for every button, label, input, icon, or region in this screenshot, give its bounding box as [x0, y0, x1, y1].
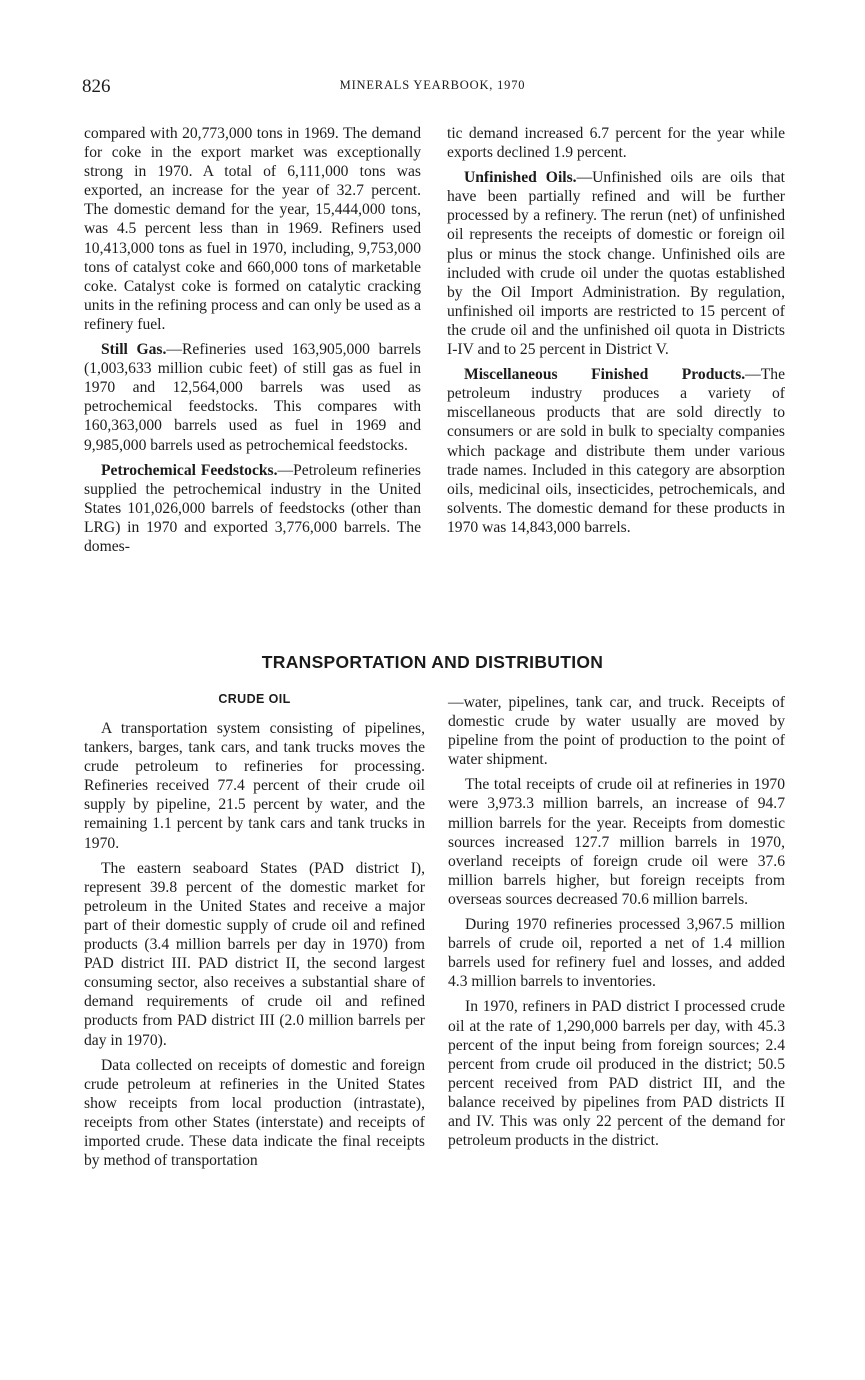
- paragraph: [447, 365, 785, 537]
- paragraph: During 1970 refineries processed 3,967.5 million barrels of crude oil, reported a net of 1.4 million barrels used for refinery fuel and losses, and added 4.3 million barrels to inventories.: [448, 916, 785, 991]
- top-right-column: [447, 124, 785, 543]
- paragraph: [84, 461, 421, 556]
- paragraph: [447, 124, 785, 162]
- page-number: 826: [82, 76, 111, 97]
- paragraph: In 1970, refiners in PAD district I processed crude oil at the rate of 1,290,000 barrels per day, with 45.3 percent of the input being from foreign sources; 2.4 percent from crude oil produced in the district; 50.5 percent received from PAD district III, and the balance received by pipelines from PAD districts II and IV. This was only 22 percent of the demand for petroleum products in the district.: [448, 998, 785, 1150]
- paragraph-run-in-heading: Unfinished Oils.: [464, 169, 577, 187]
- paragraph: Data collected on receipts of domestic and foreign crude petroleum at refineries in the United States show receipts from local production (intrastate), receipts from other States (interstate) and receipts of imported crude. These data indicate the final receipts by method of transportation: [84, 1056, 425, 1170]
- paragraph: [84, 124, 421, 334]
- top-left-column: [84, 124, 421, 562]
- paragraph-text: tic demand increased 6.7 percent for the year while exports declined 1.9 percent.: [447, 125, 785, 162]
- paragraph-run-in-heading: Still Gas.: [101, 341, 167, 359]
- bottom-right-column: [448, 693, 785, 1156]
- paragraph: A transportation system consisting of pipelines, tankers, barges, tank cars, and tank trucks moves the crude petroleum to refineries for processing. Refineries received 77.4 percent of their crude oil supply by pipeline, 21.5 percent by water, and the remaining 1.1 percent by tank cars and tank trucks in 1970.: [84, 720, 425, 852]
- paragraph-text: —Refineries used 163,905,000 barrels (1,003,633 million cubic feet) of still gas as fuel in 1970 and 12,564,000 barrels was used as petrochemical feedstocks. This compares with 160,363,000 barrels used as fuel in 1969 and 9,985,000 barrels used as petrochemical feedstocks.: [84, 341, 421, 454]
- section-heading: TRANSPORTATION AND DISTRIBUTION: [261, 652, 604, 672]
- paragraph: The total receipts of crude oil at refineries in 1970 were 3,973.3 million barrels, an increase of 94.7 million barrels for the year. Receipts from domestic sources increased 127.7 million barrels in 1970, overland receipts of foreign crude oil were 37.6 million barrels higher, but foreign receipts from overseas sources decreased 70.6 million barrels.: [448, 776, 785, 908]
- paragraph-text: compared with 20,773,000 tons in 1969. The demand for coke in the export market was exceptionally strong in 1970. A total of 6,111,000 tons was exported, an increase for the year of 32.7 percent. The domestic demand for the year, 15,444,000 tons, was 4.5 percent less than in 1969. Refiners used 10,413,000 tons as fuel in 1970, including, 9,753,000 tons of catalyst coke and 660,000 tons of marketable coke. Catalyst coke is formed on catalytic cracking units in the refining process and can only be used as a refinery fuel.: [84, 125, 421, 333]
- subsection-heading: CRUDE OIL: [218, 692, 291, 706]
- paragraph: —water, pipelines, tank car, and truck. Receipts of domestic crude by water usually are moved by pipeline from the point of production to the point of water shipment.: [448, 694, 785, 769]
- paragraph-run-in-heading: Petrochemical Feedstocks.: [101, 461, 278, 479]
- paragraph-run-in-heading: Miscellaneous Finished Products.: [464, 366, 746, 384]
- paragraph-text: —Unfinished oils are oils that have been partially refined and will be further processed by a refinery. The rerun (net) of unfinished oil represents the receipts of domestic or foreign oil plus or minus the stock change. Unfinished oils are included with crude oil under the quotas established by the Oil Import Administration. By regulation, unfinished oil imports are restricted to 15 percent of the crude oil and the unfinished oil quota in Districts I-IV and to 25 percent in District V.: [447, 169, 785, 359]
- paragraph-text: —The petroleum industry produces a variety of miscellaneous products that are sold directly to consumers or are sold in bulk to specialty companies which package and distribute them under various trade names. Included in this category are absorption oils, medicinal oils, insecticides, petrochemicals, and solvents. The domestic demand for these products in 1970 was 14,843,000 barrels.: [447, 366, 785, 536]
- bottom-left-column: [84, 719, 425, 1176]
- paragraph-text: —Petroleum refineries supplied the petrochemical industry in the United States 101,026,000 barrels of feedstocks (other than LRG) in 1970 and exported 3,776,000 barrels. The domes-: [84, 461, 421, 555]
- paragraph: The eastern seaboard States (PAD district I), represent 39.8 percent of the domestic market for petroleum in the United States and receive a major part of their domestic supply of crude oil and refined products (3.4 million barrels per day in 1970) from PAD district III. PAD district II, the second largest consuming sector, also receives a substantial share of demand requirements of crude oil and refined products from PAD district III (2.0 million barrels per day in 1970).: [84, 859, 425, 1049]
- paragraph: [447, 168, 785, 359]
- paragraph: [84, 340, 421, 455]
- running-head: MINERALS YEARBOOK, 1970: [339, 78, 526, 92]
